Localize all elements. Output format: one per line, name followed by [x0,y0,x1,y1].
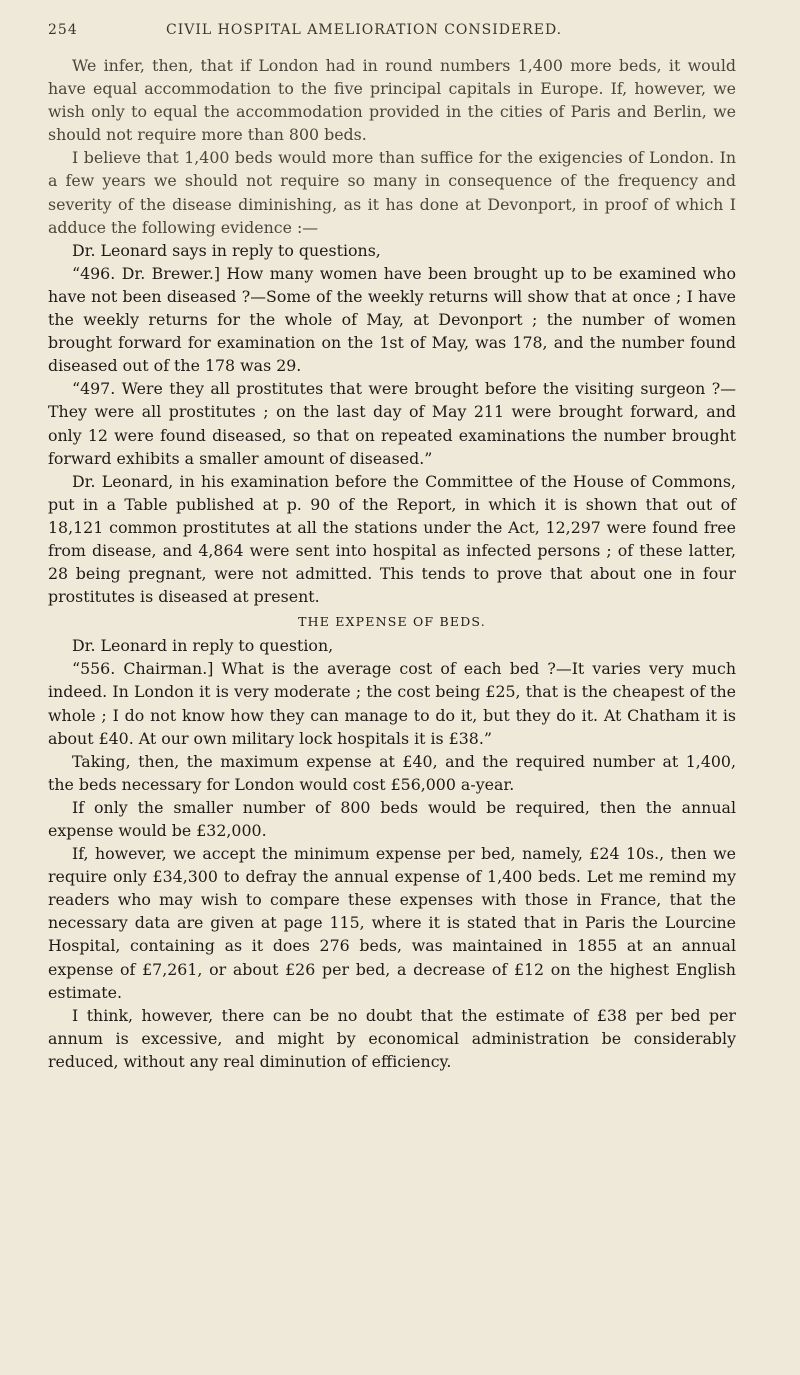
running-head [48,22,736,38]
paragraph: I think, however, there can be no doubt that the estimate of £38 per bed per annum is excessive, and might by economical administration be considerably reduced, without any real diminution of efficiency. [48,1005,736,1071]
paragraph: “556. Chairman.] What is the average cost of each bed ?—It varies very much indeed. In London it is very moderate ; the cost being £25, that is the cheapest of the whole ; I do not know how they can manage to do it, but they do it. At Chatham it is about £40. At our own military lock hospitals it is £38.” [48,659,736,748]
page-number: 254 [48,22,78,38]
paragraph: “497. Were they all prostitutes that were brought before the visiting surgeon ?—They were all prostitutes ; on the last day of May 211 were brought forward, and only 12 were found diseased, so that on repeated examinations the number brought forward exhibits a smaller amount of diseased.” [48,379,736,468]
paragraph: “496. Dr. Brewer.] How many women have been brought up to be examined who have not been diseased ?—Some of the weekly returns will show that at once ; I have the weekly returns for the whole of May, at Devonport ; the number of women brought forward for examination on the 1st of May, was 178, and the number found diseased out of the 178 was 29. [48,263,736,376]
paragraph: Taking, then, the maximum expense at £40, and the required number at 1,400, the beds necessary for London would cost £56,000 a-year. [48,751,736,794]
running-title: CIVIL HOSPITAL AMELIORATION CONSIDERED. [166,22,563,38]
section-heading: THE EXPENSE OF BEDS. [298,614,486,630]
paragraph: We infer, then, that if London had in round numbers 1,400 more beds, it would have equal accommodation to the five principal capitals in Europe. If, however, we wish only to equal the accommodation provided in the cities of Paris and Berlin, we should not require more than 800 beds. [48,56,736,145]
body-text [48,54,736,1073]
paragraph: If, however, we accept the minimum expense per bed, namely, £24 10s., then we require only £34,300 to defray the annual expense of 1,400 beds. Let me remind my readers who may wish to compare these expenses with those in France, that the necessary data are given at page 115, where it is stated that in Paris the Lourcine Hospital, containing as it does 276 beds, was maintained in 1855 at an annual expense of £7,261, or about £26 per bed, a decrease of £12 on the highest English estimate. [48,844,736,1002]
paragraph: Dr. Leonard, in his examination before the Committee of the House of Commons, put in a Table published at p. 90 of the Report, in which it is shown that out of 18,121 common prostitutes at all the stations under the Act, 12,297 were found free from disease, and 4,864 were sent into hospital as infected persons ; of these latter, 28 being pregnant, were not admitted. This tends to prove that about one in four prostitutes is diseased at present. [48,471,736,607]
paragraph: I believe that 1,400 beds would more than suffice for the exigencies of London. In a few years we should not require so many in consequence of the frequency and severity of the disease diminishing, as it has done at Devonport, in proof of which I adduce the following evidence :— [48,148,736,237]
paragraph: If only the smaller number of 800 beds would be required, then the annual expense would be £32,000. [48,797,736,840]
paragraph: Dr. Leonard in reply to question, [72,636,334,656]
paragraph: Dr. Leonard says in reply to questions, [72,240,381,260]
